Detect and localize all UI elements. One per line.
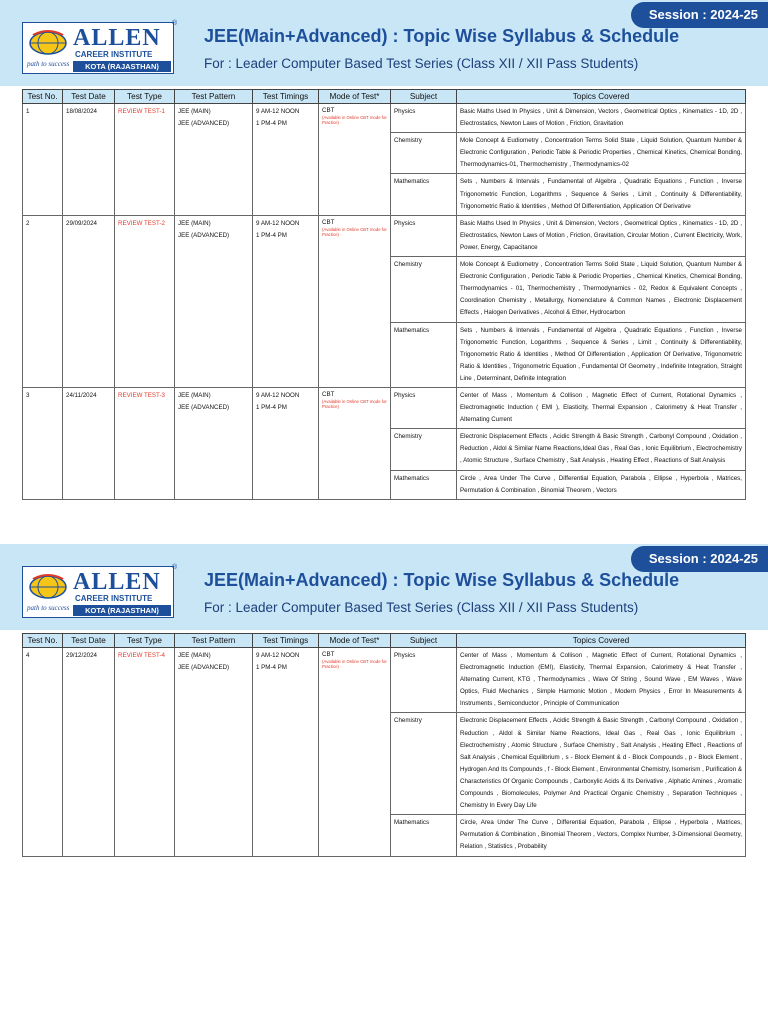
subject-topics: Mole Concept & Eudiometry , Concentration Terms Solid State , Liquid Solution, Quantum Number & Electronic Configuration , Periodic Table & Periodic Properties , Chemical Kinetics, Chemical Bonding, Thermodynamics-01, Thermochemistry , Thermodynamics-02: [457, 133, 746, 174]
subject-name: Physics: [391, 387, 457, 428]
mode-value: CBT: [322, 390, 335, 398]
session-badge: Session : 2024-25: [631, 546, 768, 572]
test-pattern: [175, 104, 253, 216]
session-badge: Session : 2024-25: [631, 2, 768, 28]
mode-note: (Available in Online CBT mode for Practice): [322, 115, 387, 125]
page-title: JEE(Main+Advanced) : Topic Wise Syllabus & Schedule: [204, 570, 680, 590]
pattern-advanced: JEE (ADVANCED): [178, 231, 230, 239]
table-header-row: [23, 634, 746, 648]
schedule-table: [22, 633, 746, 857]
col-topics: Topics Covered: [457, 90, 746, 104]
pattern-main: JEE (MAIN): [178, 108, 211, 115]
test-type: REVIEW TEST-2: [115, 215, 175, 387]
subject-name: Chemistry: [391, 713, 457, 815]
table-row: [23, 104, 746, 133]
mode-note: (Available in Online CBT mode for Practice): [322, 659, 387, 669]
subject-topics: Center of Mass , Momentum & Collison , Magnetic Effect of Current, Rotational Dynamics , Electromagnetic Induction (EMI), Elasticity, Thermal Expansion, Calorimetry & Heat Transfer , Alternating Current, KTG , Thermodynamics , Wave Of String , Sound Wave , EM Waves , Wave Optics, Fluid Mechanics , Simple Harmonic Motion , Modern Physics , Error In Measurements & Instruments , Semiconductor , Principle of Communication: [457, 648, 746, 713]
subject-topics: Center of Mass , Momentum & Collison , Magnetic Effect of Current, Rotational Dynamics , Electromagnetic Induction ( EMI ), Elasticity, Thermal Expansion , Calorimetry & Heat Transfer , Alternating Current: [457, 387, 746, 428]
col-subject: Subject: [391, 90, 457, 104]
page-title: JEE(Main+Advanced) : Topic Wise Syllabus & Schedule: [204, 26, 680, 46]
subject-topics: Basic Maths Used In Physics , Unit & Dimension, Vectors , Geometrical Optics , Kinematics - 1D, 2D , Electrostatics, Newton Laws of Motion , Friction, Gravitation: [457, 104, 746, 133]
header-banner: [0, 544, 768, 630]
timing-main: 9 AM-12 NOON: [256, 652, 300, 659]
test-date: 29/09/2024: [63, 215, 115, 387]
test-timings: [253, 104, 319, 216]
table-header-row: [23, 90, 746, 104]
logo-tagline: path to success: [27, 60, 70, 68]
subject-name: Physics: [391, 104, 457, 133]
subject-name: Chemistry: [391, 133, 457, 174]
registered-mark: ®: [172, 20, 178, 27]
subject-name: Mathematics: [391, 815, 457, 856]
schedule-page-2: [0, 544, 768, 1024]
subject-name: Chemistry: [391, 257, 457, 322]
test-type: REVIEW TEST-4: [115, 648, 175, 857]
allen-logo: [22, 566, 174, 618]
mode-note: (Available in Online CBT mode for Practice): [322, 226, 387, 237]
test-timings: [253, 648, 319, 857]
test-timings: [253, 387, 319, 499]
col-subject: Subject: [391, 634, 457, 648]
pattern-main: JEE (MAIN): [178, 391, 211, 399]
subject-topics: Electronic Displacement Effects , Acidic Strength & Basic Strength , Carbonyl Compound , Oxidation , Reduction , Aldol & Similar Name Reactions, Ideal Gas , Real Gas , Ionic Equilibrium , Electrochemistry , Atomic Structure , Surface Chemistry , Salt Analysis , Heating Effect , Reactions of Salt Analysis , Chemical Equilibrium , s - Block Element & d - Block Compounds , p - Block Element , Hydrogen And Its Compounds , f - Block Element , Environmental Chemistry, Isomerism , Purification & Characteristics Of Organic Compounds , Carboxylic Acids & Its Derivative , Alphatic Amines , Aromatic Compounds , Biomolecules, Polymer And Practical Organic Chemistry , Separation Techniques , Chemistry In Every Day Life: [457, 713, 746, 815]
timing-main: 9 AM-12 NOON: [256, 219, 300, 227]
col-test-pattern: Test Pattern: [175, 90, 253, 104]
test-mode: [319, 648, 391, 857]
col-test-timings: Test Timings: [253, 634, 319, 648]
logo-city-text: KOTA (RAJASTHAN): [73, 605, 171, 616]
timing-main: 9 AM-12 NOON: [256, 108, 300, 115]
pattern-advanced: JEE (ADVANCED): [178, 120, 230, 128]
test-mode: [319, 387, 391, 499]
test-mode: [319, 215, 391, 387]
col-test-date: Test Date: [63, 90, 115, 104]
test-date: 29/12/2024: [63, 648, 115, 857]
table-row: [23, 215, 746, 256]
timing-main: 9 AM-12 NOON: [256, 391, 300, 399]
test-timings: [253, 215, 319, 387]
allen-logo: [22, 22, 174, 74]
subject-topics: Mole Concept & Eudiometry , Concentration Terms Solid State , Liquid Solution, Quantum Number & Electronic Configuration , Periodic Table & Periodic Properties , Chemical Kinetics, Chemical Bonding, Thermodynamics - 01, Thermochemistry , Thermodynamics - 02, Redox & Equivalent Concepts , Coordination Chemistry , Metallurgy, Nomenclature & Common Names , Electronic Displacement Effects , Halogen Derivatives , Alcohol & Ether, Hydrocarbon: [457, 257, 746, 322]
timing-advanced: 1 PM-4 PM: [256, 664, 287, 672]
col-mode: Mode of Test*: [319, 634, 391, 648]
test-no: 4: [23, 648, 63, 857]
mode-value: CBT: [322, 651, 335, 658]
test-date: 18/08/2024: [63, 104, 115, 216]
subject-topics: Basic Maths Used In Physics , Unit & Dimension, Vectors , Geometrical Optics , Kinematics - 1D, 2D , Electrostatics, Newton Laws of Motion , Friction, Gravitation, Circular Motion , Current Electricity, Work, Power, Energy, Capacitance: [457, 215, 746, 256]
subject-name: Physics: [391, 648, 457, 713]
logo-city-text: KOTA (RAJASTHAN): [73, 61, 171, 72]
test-no: 2: [23, 215, 63, 387]
test-pattern: [175, 387, 253, 499]
logo-brand-text: ALLEN: [73, 25, 161, 51]
globe-emblem-icon: [27, 27, 69, 57]
subject-topics: Circle, Area Under The Curve , Differential Equation, Parabola , Ellipse , Hyperbola , Matrices, Permutation & Combination , Binomial Theorem , Vectors, Complex Number, 3-Dimensional Geometry, Relation , Statistics , Probability: [457, 815, 746, 856]
globe-emblem-icon: [27, 571, 69, 601]
col-test-type: Test Type: [115, 90, 175, 104]
col-test-pattern: Test Pattern: [175, 634, 253, 648]
subject-name: Mathematics: [391, 174, 457, 215]
test-pattern: [175, 215, 253, 387]
subject-topics: Sets , Numbers & Intervals , Fundamental of Algebra , Quadratic Equations , Function , Inverse Trigonometric Function, Logarithms , Sequence & Series , Limit , Continuity & Differentiability, Trigonometric Ratio & Identities , Method Of Differentiation , Application Of Derivative, Trigonometric Ratio & Identities , Trigonometric Equation , Fundamental Of Geometry , Indefinite Integration, Straight Line , Determinant, Definite Integration: [457, 322, 746, 387]
test-no: 3: [23, 387, 63, 499]
subject-topics: Sets , Numbers & Intervals , Fundamental of Algebra , Quadratic Equations , Function , Inverse Trigonometric Function, Logarithms , Sequence & Series , Limit , Continuity & Differentiability, Trigonometric Ratio & Identities , Method Of Differentiation, Application Of Derivative: [457, 174, 746, 215]
timing-advanced: 1 PM-4 PM: [256, 231, 287, 239]
col-topics: Topics Covered: [457, 634, 746, 648]
logo-institute-text: CAREER INSTITUTE: [75, 594, 153, 603]
registered-mark: ®: [172, 564, 178, 571]
subject-name: Mathematics: [391, 470, 457, 499]
mode-value: CBT: [322, 218, 335, 226]
logo-brand-text: ALLEN: [73, 569, 161, 595]
subject-topics: Electronic Displacement Effects , Acidic Strength & Basic Strength , Carbonyl Compound , Oxidation , Reduction , Aldol & Similar Name Reactions,Ideal Gas , Real Gas , Ionic Equilibrium , Electrochemistry , Atomic Structure , Surface Chemistry , Salt Analysis , Heating Effect , Reactions of Salt Analysis: [457, 429, 746, 470]
col-test-timings: Test Timings: [253, 90, 319, 104]
test-mode: [319, 104, 391, 216]
subject-name: Chemistry: [391, 429, 457, 470]
page-subtitle: For : Leader Computer Based Test Series (Class XII / XII Pass Students): [204, 600, 639, 615]
test-no: 1: [23, 104, 63, 216]
mode-note: (Available in Online CBT mode for Practice): [322, 398, 387, 409]
logo-institute-text: CAREER INSTITUTE: [75, 50, 153, 59]
subject-topics: Circle , Area Under The Curve , Differential Equation, Parabola , Ellipse , Hyperbola , Matrices, Permutation & Combination , Binomial Theorem , Vectors: [457, 470, 746, 499]
test-date: 24/11/2024: [63, 387, 115, 499]
pattern-advanced: JEE (ADVANCED): [178, 664, 230, 672]
subject-name: Physics: [391, 215, 457, 256]
pattern-main: JEE (MAIN): [178, 219, 211, 227]
header-banner: [0, 0, 768, 86]
test-type: REVIEW TEST-3: [115, 387, 175, 499]
timing-advanced: 1 PM-4 PM: [256, 404, 287, 412]
test-type: REVIEW TEST-1: [115, 104, 175, 216]
col-test-no: Test No.: [23, 634, 63, 648]
table-row: [23, 387, 746, 428]
col-test-type: Test Type: [115, 634, 175, 648]
mode-value: CBT: [322, 107, 335, 114]
logo-tagline: path to success: [27, 604, 70, 612]
timing-advanced: 1 PM-4 PM: [256, 120, 287, 128]
subject-name: Mathematics: [391, 322, 457, 387]
pattern-advanced: JEE (ADVANCED): [178, 404, 230, 412]
test-pattern: [175, 648, 253, 857]
schedule-table: [22, 89, 746, 500]
col-mode: Mode of Test*: [319, 90, 391, 104]
table-row: [23, 648, 746, 713]
page-subtitle: For : Leader Computer Based Test Series (Class XII / XII Pass Students): [204, 56, 639, 71]
col-test-no: Test No.: [23, 90, 63, 104]
pattern-main: JEE (MAIN): [178, 652, 211, 659]
col-test-date: Test Date: [63, 634, 115, 648]
